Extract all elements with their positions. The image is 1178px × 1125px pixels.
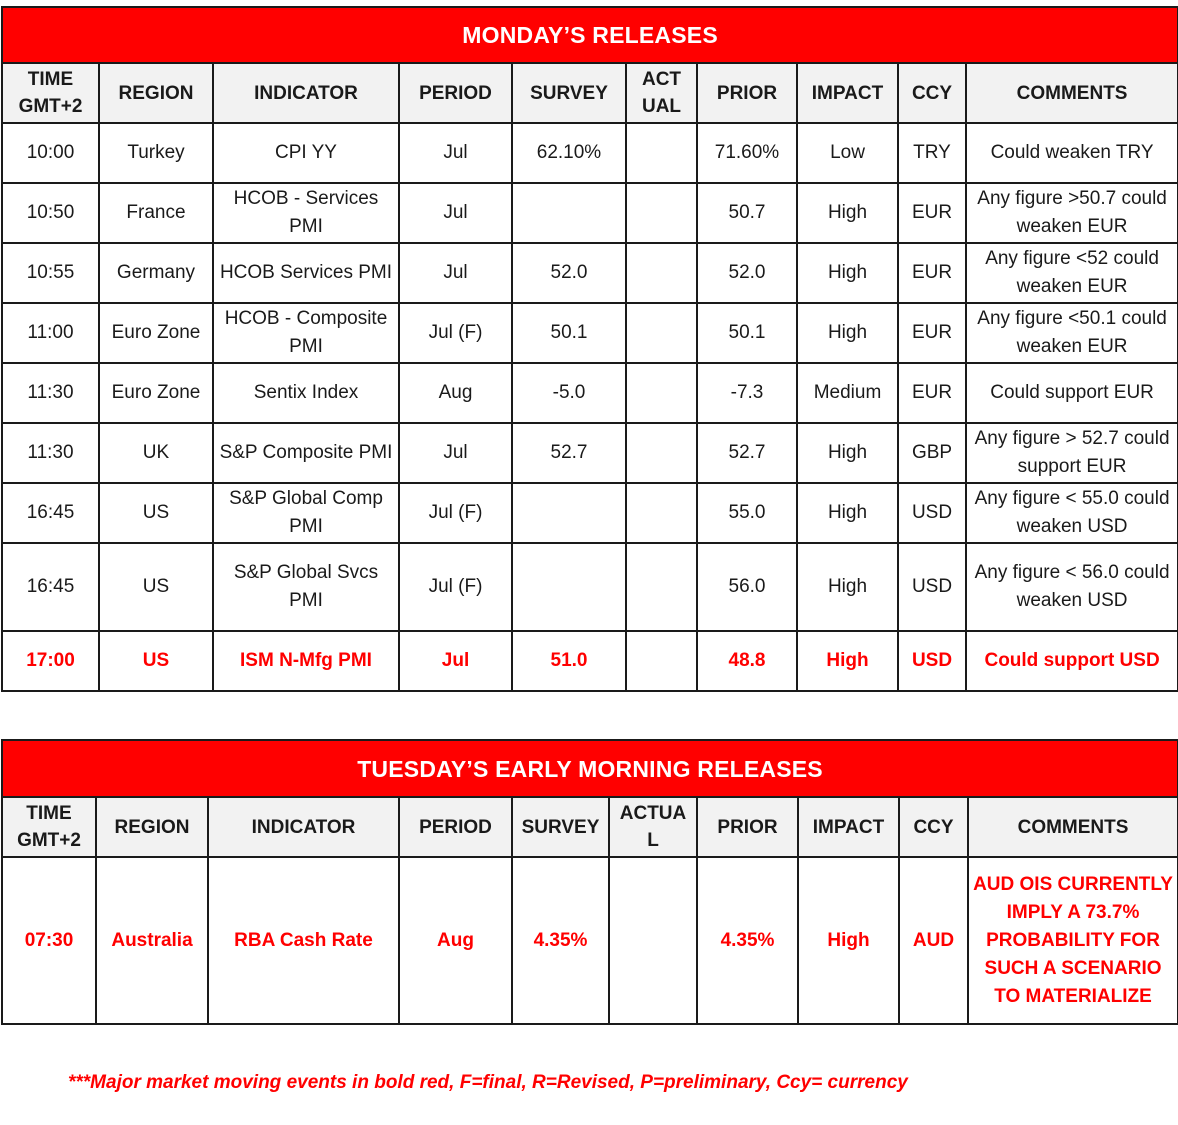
cell-actual	[626, 243, 697, 303]
table-row	[2, 183, 1178, 243]
cell-impact: High	[797, 483, 898, 543]
monday-header-row	[2, 63, 1178, 123]
cell-survey: 50.1	[512, 303, 626, 363]
cell-prior: 71.60%	[697, 123, 797, 183]
header-indicator: INDICATOR	[208, 797, 399, 857]
cell-period: Jul (F)	[399, 543, 512, 631]
cell-indicator: CPI YY	[213, 123, 399, 183]
cell-impact: Low	[797, 123, 898, 183]
cell-prior: 50.7	[697, 183, 797, 243]
table-row-major	[2, 631, 1178, 691]
cell-actual	[626, 423, 697, 483]
cell-prior: 48.8	[697, 631, 797, 691]
cell-indicator: Sentix Index	[213, 363, 399, 423]
cell-time: 16:45	[2, 483, 99, 543]
cell-indicator: HCOB Services PMI	[213, 243, 399, 303]
cell-period: Jul	[399, 423, 512, 483]
header-ccy: CCY	[898, 63, 966, 123]
header-comments: COMMENTS	[968, 797, 1178, 857]
header-actual: ACT UAL	[626, 63, 697, 123]
cell-time: 11:30	[2, 423, 99, 483]
cell-period: Jul	[399, 123, 512, 183]
cell-ccy: AUD	[899, 857, 968, 1024]
cell-actual	[626, 303, 697, 363]
cell-ccy: EUR	[898, 363, 966, 423]
cell-survey: -5.0	[512, 363, 626, 423]
cell-ccy: EUR	[898, 303, 966, 363]
cell-region: Germany	[99, 243, 213, 303]
table-row	[2, 423, 1178, 483]
cell-survey: 62.10%	[512, 123, 626, 183]
cell-period: Jul (F)	[399, 483, 512, 543]
header-indicator: INDICATOR	[213, 63, 399, 123]
header-region: REGION	[96, 797, 208, 857]
cell-period: Jul	[399, 183, 512, 243]
cell-impact: Medium	[797, 363, 898, 423]
cell-impact: High	[797, 631, 898, 691]
header-prior: PRIOR	[697, 63, 797, 123]
cell-region: US	[99, 631, 213, 691]
cell-survey: 52.0	[512, 243, 626, 303]
cell-impact: High	[797, 243, 898, 303]
header-comments: COMMENTS	[966, 63, 1178, 123]
header-impact: IMPACT	[797, 63, 898, 123]
cell-ccy: EUR	[898, 183, 966, 243]
cell-time: 10:50	[2, 183, 99, 243]
cell-time: 11:30	[2, 363, 99, 423]
cell-impact: High	[798, 857, 899, 1024]
cell-comments: Could weaken TRY	[966, 123, 1178, 183]
tuesday-releases-table	[1, 739, 1178, 1025]
monday-releases-table	[1, 6, 1178, 692]
tuesday-header-row	[2, 797, 1178, 857]
cell-region: UK	[99, 423, 213, 483]
cell-indicator: RBA Cash Rate	[208, 857, 399, 1024]
cell-survey	[512, 543, 626, 631]
cell-prior: -7.3	[697, 363, 797, 423]
cell-region: Turkey	[99, 123, 213, 183]
cell-time: 17:00	[2, 631, 99, 691]
table-row	[2, 363, 1178, 423]
cell-comments: Any figure > 52.7 could support EUR	[966, 423, 1178, 483]
cell-prior: 4.35%	[697, 857, 798, 1024]
cell-region: Euro Zone	[99, 363, 213, 423]
header-period: PERIOD	[399, 797, 512, 857]
header-region: REGION	[99, 63, 213, 123]
header-time: TIME GMT+2	[2, 63, 99, 123]
cell-comments: Could support USD	[966, 631, 1178, 691]
cell-survey: 51.0	[512, 631, 626, 691]
cell-actual	[626, 543, 697, 631]
cell-comments: Any figure <52 could weaken EUR	[966, 243, 1178, 303]
cell-time: 11:00	[2, 303, 99, 363]
cell-region: France	[99, 183, 213, 243]
cell-comments: Any figure < 56.0 could weaken USD	[966, 543, 1178, 631]
cell-survey	[512, 183, 626, 243]
cell-comments: AUD OIS CURRENTLY IMPLY A 73.7% PROBABILITY FOR SUCH A SCENARIO TO MATERIALIZE	[968, 857, 1178, 1024]
cell-indicator: S&P Global Comp PMI	[213, 483, 399, 543]
cell-survey: 4.35%	[512, 857, 609, 1024]
cell-actual	[609, 857, 697, 1024]
cell-period: Jul	[399, 631, 512, 691]
table-row	[2, 543, 1178, 631]
cell-prior: 52.0	[697, 243, 797, 303]
cell-indicator: HCOB - Composite PMI	[213, 303, 399, 363]
cell-actual	[626, 183, 697, 243]
cell-period: Jul (F)	[399, 303, 512, 363]
cell-period: Aug	[399, 857, 512, 1024]
footnote-legend: ***Major market moving events in bold red, F=final, R=Revised, P=preliminary, Ccy= currency	[68, 1072, 908, 1093]
cell-prior: 52.7	[697, 423, 797, 483]
table-row	[2, 243, 1178, 303]
cell-comments: Could support EUR	[966, 363, 1178, 423]
cell-region: US	[99, 483, 213, 543]
cell-region: US	[99, 543, 213, 631]
cell-period: Aug	[399, 363, 512, 423]
cell-indicator: S&P Composite PMI	[213, 423, 399, 483]
header-impact: IMPACT	[798, 797, 899, 857]
table-row-major	[2, 857, 1178, 1024]
cell-ccy: USD	[898, 631, 966, 691]
cell-ccy: TRY	[898, 123, 966, 183]
header-survey: SURVEY	[512, 63, 626, 123]
cell-time: 10:00	[2, 123, 99, 183]
cell-time: 07:30	[2, 857, 96, 1024]
cell-time: 10:55	[2, 243, 99, 303]
cell-period: Jul	[399, 243, 512, 303]
cell-prior: 50.1	[697, 303, 797, 363]
cell-ccy: GBP	[898, 423, 966, 483]
cell-impact: High	[797, 543, 898, 631]
cell-actual	[626, 483, 697, 543]
cell-indicator: S&P Global Svcs PMI	[213, 543, 399, 631]
cell-comments: Any figure >50.7 could weaken EUR	[966, 183, 1178, 243]
cell-actual	[626, 123, 697, 183]
header-actual: ACTUA L	[609, 797, 697, 857]
header-survey: SURVEY	[512, 797, 609, 857]
table-row	[2, 483, 1178, 543]
table-row	[2, 303, 1178, 363]
cell-impact: High	[797, 303, 898, 363]
cell-time: 16:45	[2, 543, 99, 631]
header-period: PERIOD	[399, 63, 512, 123]
cell-comments: Any figure < 55.0 could weaken USD	[966, 483, 1178, 543]
cell-ccy: USD	[898, 543, 966, 631]
cell-prior: 55.0	[697, 483, 797, 543]
cell-survey	[512, 483, 626, 543]
tuesday-title: TUESDAY’S EARLY MORNING RELEASES	[2, 740, 1178, 797]
cell-comments: Any figure <50.1 could weaken EUR	[966, 303, 1178, 363]
table-row	[2, 123, 1178, 183]
cell-impact: High	[797, 183, 898, 243]
cell-indicator: ISM N-Mfg PMI	[213, 631, 399, 691]
cell-region: Euro Zone	[99, 303, 213, 363]
cell-indicator: HCOB - Services PMI	[213, 183, 399, 243]
cell-ccy: USD	[898, 483, 966, 543]
monday-title: MONDAY’S RELEASES	[2, 7, 1178, 63]
cell-survey: 52.7	[512, 423, 626, 483]
header-prior: PRIOR	[697, 797, 798, 857]
header-ccy: CCY	[899, 797, 968, 857]
cell-actual	[626, 363, 697, 423]
cell-region: Australia	[96, 857, 208, 1024]
header-time: TIME GMT+2	[2, 797, 96, 857]
cell-ccy: EUR	[898, 243, 966, 303]
cell-impact: High	[797, 423, 898, 483]
cell-actual	[626, 631, 697, 691]
cell-prior: 56.0	[697, 543, 797, 631]
